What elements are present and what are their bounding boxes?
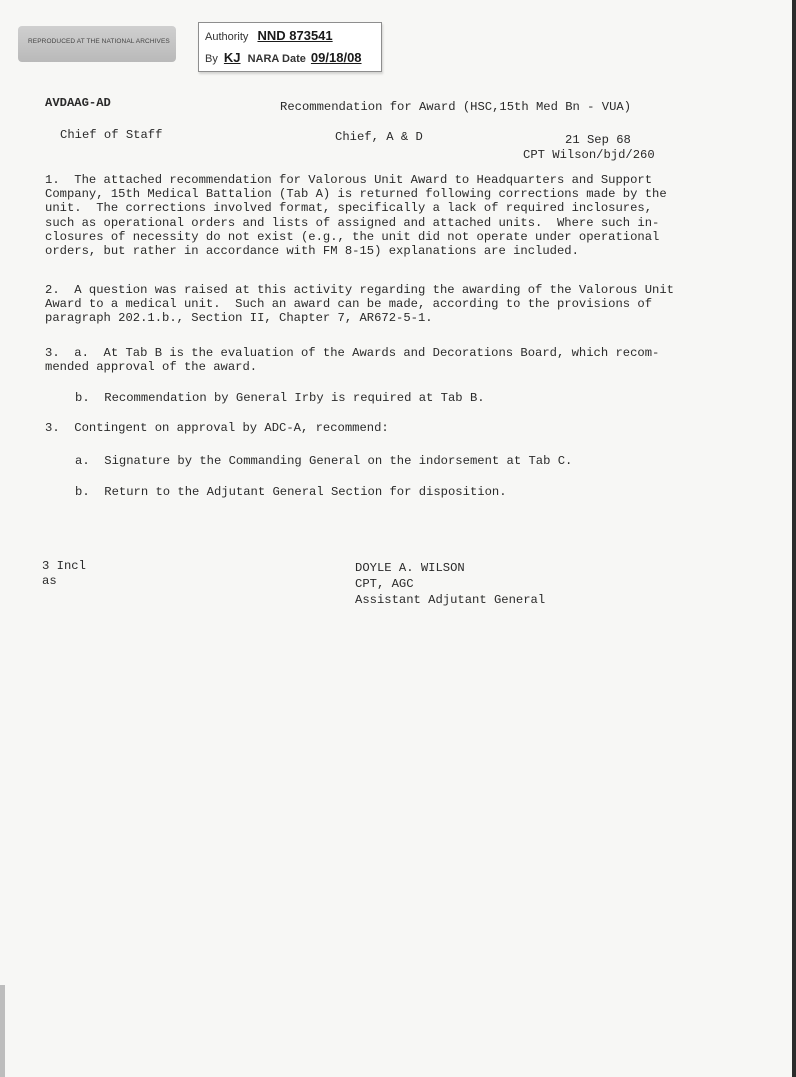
- by-row: [205, 50, 362, 65]
- paragraph-3a: 3. a. At Tab B is the evaluation of the Awards and Decorations Board, which recom- mended approval of the award.: [45, 346, 660, 375]
- inclosure-count: 3 Incl: [42, 559, 86, 573]
- authority-label: Authority: [205, 31, 249, 43]
- signer-rank: CPT, AGC: [355, 577, 414, 591]
- paragraph-3b: b. Recommendation by General Irby is required at Tab B.: [75, 391, 485, 405]
- authority-value: NND 873541: [257, 28, 333, 43]
- authority-row: [205, 28, 333, 43]
- office-symbol: AVDAAG-AD: [45, 96, 111, 110]
- date-line: 21 Sep 68: [565, 133, 631, 147]
- subject-line: Recommendation for Award (HSC,15th Med Bn - VUA): [280, 100, 632, 114]
- scan-edge: [792, 0, 796, 1077]
- inclosure-as: as: [42, 574, 57, 588]
- from-line: Chief, A & D: [335, 130, 423, 144]
- author-line: CPT Wilson/bjd/260: [523, 148, 655, 162]
- by-value: KJ: [223, 50, 241, 65]
- to-line: Chief of Staff: [60, 128, 163, 142]
- nara-label: NARA Date: [247, 53, 306, 65]
- by-label: By: [205, 53, 218, 65]
- paragraph-4a: a. Signature by the Commanding General on the indorsement at Tab C.: [75, 454, 573, 468]
- paragraph-4: 3. Contingent on approval by ADC-A, recommend:: [45, 421, 389, 435]
- scan-edge-left: [0, 985, 5, 1077]
- date-value: 09/18/08: [310, 50, 362, 65]
- paragraph-1: 1. The attached recommendation for Valorous Unit Award to Headquarters and Support Company, 15th Medical Battalion (Tab A) is returned following corrections made by the unit. The corrections involved format, specifically a lack of required inclosures, such as operational orders and lists of assigned and attached units. Where such in- closures of necessity do not exist (e.g., the unit did not operate under operational orders, but rather in accordance with FM 8-15) explanations are included.: [45, 173, 667, 259]
- national-archives-stamp: [18, 26, 176, 62]
- authority-stamp-box: [198, 22, 382, 72]
- signer-name: DOYLE A. WILSON: [355, 561, 465, 575]
- signer-title: Assistant Adjutant General: [355, 593, 546, 607]
- paragraph-2: 2. A question was raised at this activity regarding the awarding of the Valorous Unit Award to a medical unit. Such an award can be made, according to the provisions of paragraph 202.1.b., Section II, Chapter 7, AR672-5-1.: [45, 283, 674, 326]
- paragraph-4b: b. Return to the Adjutant General Section for disposition.: [75, 485, 507, 499]
- archive-stamp-text: REPRODUCED AT THE NATIONAL ARCHIVES: [28, 38, 170, 45]
